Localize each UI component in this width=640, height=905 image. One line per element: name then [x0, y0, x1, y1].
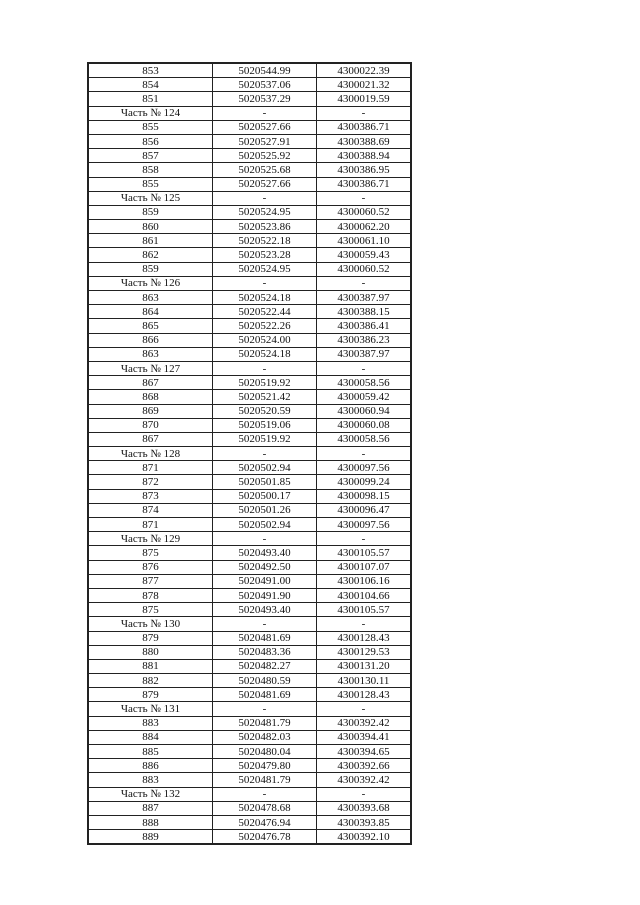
- y-coordinate-cell: 4300107.07: [317, 560, 412, 574]
- y-coordinate-cell: 4300388.94: [317, 149, 412, 163]
- section-header-row: [88, 191, 411, 205]
- x-coordinate-cell: 5020476.78: [213, 830, 317, 845]
- table-row: [88, 63, 411, 78]
- section-label-cell: Часть № 131: [88, 702, 213, 716]
- x-coordinate-cell: 5020524.18: [213, 291, 317, 305]
- point-number-cell: 867: [88, 432, 213, 446]
- point-number-cell: 865: [88, 319, 213, 333]
- section-header-row: [88, 787, 411, 801]
- y-coordinate-cell: 4300392.42: [317, 773, 412, 787]
- x-coordinate-cell: 5020527.91: [213, 134, 317, 148]
- x-coordinate-cell: 5020501.26: [213, 503, 317, 517]
- section-header-row: [88, 702, 411, 716]
- table-row: [88, 603, 411, 617]
- y-coordinate-cell: -: [317, 276, 412, 290]
- point-number-cell: 857: [88, 149, 213, 163]
- x-coordinate-cell: 5020522.44: [213, 305, 317, 319]
- y-coordinate-cell: -: [317, 191, 412, 205]
- section-label-cell: Часть № 129: [88, 532, 213, 546]
- point-number-cell: 860: [88, 220, 213, 234]
- point-number-cell: 855: [88, 177, 213, 191]
- table-row: [88, 518, 411, 532]
- table-row: [88, 120, 411, 134]
- x-coordinate-cell: -: [213, 191, 317, 205]
- y-coordinate-cell: -: [317, 532, 412, 546]
- x-coordinate-cell: 5020491.00: [213, 574, 317, 588]
- x-coordinate-cell: 5020500.17: [213, 489, 317, 503]
- table-row: [88, 234, 411, 248]
- section-label-cell: Часть № 125: [88, 191, 213, 205]
- x-coordinate-cell: 5020519.06: [213, 418, 317, 432]
- y-coordinate-cell: 4300388.69: [317, 134, 412, 148]
- table-row: [88, 78, 411, 92]
- table-row: [88, 759, 411, 773]
- point-number-cell: 868: [88, 390, 213, 404]
- point-number-cell: 869: [88, 404, 213, 418]
- table-row: [88, 560, 411, 574]
- y-coordinate-cell: 4300105.57: [317, 603, 412, 617]
- x-coordinate-cell: 5020527.66: [213, 120, 317, 134]
- y-coordinate-cell: 4300128.43: [317, 688, 412, 702]
- x-coordinate-cell: 5020523.28: [213, 248, 317, 262]
- x-coordinate-cell: 5020524.00: [213, 333, 317, 347]
- table-row: [88, 773, 411, 787]
- y-coordinate-cell: 4300060.52: [317, 262, 412, 276]
- table-row: [88, 688, 411, 702]
- y-coordinate-cell: 4300060.08: [317, 418, 412, 432]
- y-coordinate-cell: 4300386.41: [317, 319, 412, 333]
- section-header-row: [88, 361, 411, 375]
- x-coordinate-cell: -: [213, 447, 317, 461]
- table-row: [88, 674, 411, 688]
- y-coordinate-cell: 4300386.71: [317, 177, 412, 191]
- y-coordinate-cell: 4300386.95: [317, 163, 412, 177]
- y-coordinate-cell: 4300019.59: [317, 92, 412, 106]
- x-coordinate-cell: 5020481.69: [213, 631, 317, 645]
- y-coordinate-cell: 4300059.43: [317, 248, 412, 262]
- point-number-cell: 879: [88, 688, 213, 702]
- x-coordinate-cell: 5020478.68: [213, 801, 317, 815]
- point-number-cell: 861: [88, 234, 213, 248]
- y-coordinate-cell: 4300059.42: [317, 390, 412, 404]
- table-row: [88, 475, 411, 489]
- y-coordinate-cell: 4300394.41: [317, 730, 412, 744]
- point-number-cell: 878: [88, 588, 213, 602]
- x-coordinate-cell: 5020482.27: [213, 659, 317, 673]
- y-coordinate-cell: 4300106.16: [317, 574, 412, 588]
- table-row: [88, 205, 411, 219]
- point-number-cell: 874: [88, 503, 213, 517]
- x-coordinate-cell: 5020492.50: [213, 560, 317, 574]
- table-row: [88, 163, 411, 177]
- table-row: [88, 291, 411, 305]
- point-number-cell: 881: [88, 659, 213, 673]
- table-row: [88, 432, 411, 446]
- y-coordinate-cell: 4300098.15: [317, 489, 412, 503]
- point-number-cell: 879: [88, 631, 213, 645]
- table-row: [88, 92, 411, 106]
- point-number-cell: 859: [88, 262, 213, 276]
- y-coordinate-cell: 4300099.24: [317, 475, 412, 489]
- table-row: [88, 376, 411, 390]
- table-row: [88, 631, 411, 645]
- point-number-cell: 876: [88, 560, 213, 574]
- y-coordinate-cell: 4300097.56: [317, 518, 412, 532]
- point-number-cell: 875: [88, 603, 213, 617]
- x-coordinate-cell: -: [213, 361, 317, 375]
- y-coordinate-cell: 4300104.66: [317, 588, 412, 602]
- x-coordinate-cell: 5020481.69: [213, 688, 317, 702]
- table-row: [88, 347, 411, 361]
- x-coordinate-cell: 5020537.06: [213, 78, 317, 92]
- x-coordinate-cell: -: [213, 787, 317, 801]
- y-coordinate-cell: 4300022.39: [317, 63, 412, 78]
- x-coordinate-cell: -: [213, 276, 317, 290]
- x-coordinate-cell: 5020521.42: [213, 390, 317, 404]
- x-coordinate-cell: 5020537.29: [213, 92, 317, 106]
- y-coordinate-cell: 4300061.10: [317, 234, 412, 248]
- point-number-cell: 853: [88, 63, 213, 78]
- x-coordinate-cell: 5020480.04: [213, 745, 317, 759]
- table-row: [88, 745, 411, 759]
- x-coordinate-cell: 5020476.94: [213, 815, 317, 829]
- point-number-cell: 887: [88, 801, 213, 815]
- x-coordinate-cell: 5020523.86: [213, 220, 317, 234]
- point-number-cell: 875: [88, 546, 213, 560]
- x-coordinate-cell: 5020502.94: [213, 461, 317, 475]
- point-number-cell: 877: [88, 574, 213, 588]
- x-coordinate-cell: -: [213, 702, 317, 716]
- table-row: [88, 546, 411, 560]
- point-number-cell: 871: [88, 461, 213, 475]
- point-number-cell: 863: [88, 291, 213, 305]
- x-coordinate-cell: 5020519.92: [213, 432, 317, 446]
- table-row: [88, 574, 411, 588]
- y-coordinate-cell: -: [317, 447, 412, 461]
- y-coordinate-cell: 4300386.71: [317, 120, 412, 134]
- table-row: [88, 220, 411, 234]
- table-row: [88, 319, 411, 333]
- x-coordinate-cell: 5020522.26: [213, 319, 317, 333]
- y-coordinate-cell: -: [317, 787, 412, 801]
- y-coordinate-cell: 4300131.20: [317, 659, 412, 673]
- point-number-cell: 873: [88, 489, 213, 503]
- coordinates-table: [87, 62, 412, 845]
- y-coordinate-cell: 4300392.66: [317, 759, 412, 773]
- y-coordinate-cell: -: [317, 106, 412, 120]
- y-coordinate-cell: 4300394.65: [317, 745, 412, 759]
- table-row: [88, 177, 411, 191]
- point-number-cell: 872: [88, 475, 213, 489]
- point-number-cell: 862: [88, 248, 213, 262]
- point-number-cell: 856: [88, 134, 213, 148]
- point-number-cell: 888: [88, 815, 213, 829]
- point-number-cell: 883: [88, 716, 213, 730]
- x-coordinate-cell: -: [213, 532, 317, 546]
- x-coordinate-cell: 5020519.92: [213, 376, 317, 390]
- x-coordinate-cell: 5020525.68: [213, 163, 317, 177]
- section-header-row: [88, 276, 411, 290]
- y-coordinate-cell: 4300393.68: [317, 801, 412, 815]
- point-number-cell: 855: [88, 120, 213, 134]
- x-coordinate-cell: 5020480.59: [213, 674, 317, 688]
- point-number-cell: 886: [88, 759, 213, 773]
- table-row: [88, 830, 411, 845]
- point-number-cell: 882: [88, 674, 213, 688]
- table-row: [88, 461, 411, 475]
- x-coordinate-cell: 5020491.90: [213, 588, 317, 602]
- y-coordinate-cell: 4300392.42: [317, 716, 412, 730]
- table-row: [88, 730, 411, 744]
- y-coordinate-cell: 4300386.23: [317, 333, 412, 347]
- section-header-row: [88, 617, 411, 631]
- x-coordinate-cell: 5020525.92: [213, 149, 317, 163]
- table-row: [88, 489, 411, 503]
- table-row: [88, 418, 411, 432]
- x-coordinate-cell: 5020493.40: [213, 546, 317, 560]
- table-row: [88, 149, 411, 163]
- table-row: [88, 134, 411, 148]
- table-row: [88, 503, 411, 517]
- y-coordinate-cell: -: [317, 702, 412, 716]
- y-coordinate-cell: 4300058.56: [317, 432, 412, 446]
- section-label-cell: Часть № 126: [88, 276, 213, 290]
- point-number-cell: 866: [88, 333, 213, 347]
- table-row: [88, 645, 411, 659]
- y-coordinate-cell: 4300105.57: [317, 546, 412, 560]
- section-header-row: [88, 106, 411, 120]
- table-row: [88, 333, 411, 347]
- y-coordinate-cell: 4300060.52: [317, 205, 412, 219]
- y-coordinate-cell: 4300387.97: [317, 347, 412, 361]
- y-coordinate-cell: 4300021.32: [317, 78, 412, 92]
- y-coordinate-cell: 4300128.43: [317, 631, 412, 645]
- section-label-cell: Часть № 130: [88, 617, 213, 631]
- x-coordinate-cell: 5020524.95: [213, 205, 317, 219]
- x-coordinate-cell: -: [213, 106, 317, 120]
- x-coordinate-cell: 5020527.66: [213, 177, 317, 191]
- table-row: [88, 404, 411, 418]
- table-row: [88, 716, 411, 730]
- section-header-row: [88, 532, 411, 546]
- table-row: [88, 305, 411, 319]
- y-coordinate-cell: 4300058.56: [317, 376, 412, 390]
- y-coordinate-cell: 4300129.53: [317, 645, 412, 659]
- y-coordinate-cell: 4300393.85: [317, 815, 412, 829]
- section-label-cell: Часть № 124: [88, 106, 213, 120]
- table-row: [88, 801, 411, 815]
- point-number-cell: 883: [88, 773, 213, 787]
- x-coordinate-cell: 5020524.18: [213, 347, 317, 361]
- table-row: [88, 248, 411, 262]
- table-row: [88, 390, 411, 404]
- y-coordinate-cell: 4300060.94: [317, 404, 412, 418]
- x-coordinate-cell: 5020524.95: [213, 262, 317, 276]
- table-row: [88, 659, 411, 673]
- section-label-cell: Часть № 132: [88, 787, 213, 801]
- x-coordinate-cell: 5020482.03: [213, 730, 317, 744]
- point-number-cell: 854: [88, 78, 213, 92]
- section-label-cell: Часть № 128: [88, 447, 213, 461]
- point-number-cell: 859: [88, 205, 213, 219]
- y-coordinate-cell: -: [317, 361, 412, 375]
- x-coordinate-cell: 5020522.18: [213, 234, 317, 248]
- table-row: [88, 262, 411, 276]
- point-number-cell: 851: [88, 92, 213, 106]
- x-coordinate-cell: 5020501.85: [213, 475, 317, 489]
- x-coordinate-cell: 5020479.80: [213, 759, 317, 773]
- point-number-cell: 889: [88, 830, 213, 845]
- x-coordinate-cell: 5020481.79: [213, 773, 317, 787]
- section-header-row: [88, 447, 411, 461]
- table-row: [88, 815, 411, 829]
- point-number-cell: 885: [88, 745, 213, 759]
- x-coordinate-cell: 5020493.40: [213, 603, 317, 617]
- y-coordinate-cell: 4300388.15: [317, 305, 412, 319]
- y-coordinate-cell: 4300387.97: [317, 291, 412, 305]
- x-coordinate-cell: 5020544.99: [213, 63, 317, 78]
- y-coordinate-cell: 4300097.56: [317, 461, 412, 475]
- point-number-cell: 863: [88, 347, 213, 361]
- coordinates-table-body: [88, 63, 411, 844]
- x-coordinate-cell: -: [213, 617, 317, 631]
- y-coordinate-cell: 4300096.47: [317, 503, 412, 517]
- point-number-cell: 880: [88, 645, 213, 659]
- x-coordinate-cell: 5020483.36: [213, 645, 317, 659]
- y-coordinate-cell: -: [317, 617, 412, 631]
- point-number-cell: 870: [88, 418, 213, 432]
- point-number-cell: 858: [88, 163, 213, 177]
- point-number-cell: 867: [88, 376, 213, 390]
- y-coordinate-cell: 4300392.10: [317, 830, 412, 845]
- table-row: [88, 588, 411, 602]
- x-coordinate-cell: 5020520.59: [213, 404, 317, 418]
- point-number-cell: 871: [88, 518, 213, 532]
- point-number-cell: 864: [88, 305, 213, 319]
- x-coordinate-cell: 5020481.79: [213, 716, 317, 730]
- section-label-cell: Часть № 127: [88, 361, 213, 375]
- y-coordinate-cell: 4300130.11: [317, 674, 412, 688]
- x-coordinate-cell: 5020502.94: [213, 518, 317, 532]
- y-coordinate-cell: 4300062.20: [317, 220, 412, 234]
- point-number-cell: 884: [88, 730, 213, 744]
